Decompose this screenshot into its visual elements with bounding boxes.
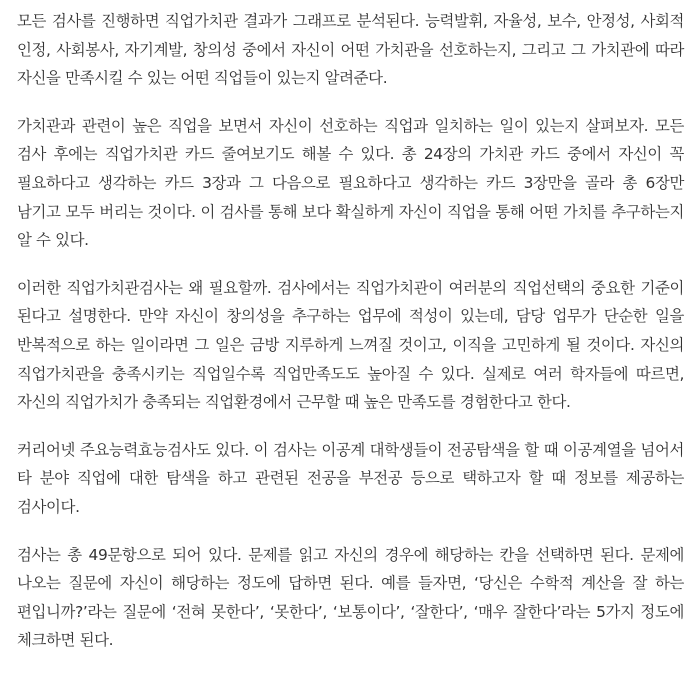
paragraph-careernet-test: 커리어넷 주요능력효능검사도 있다. 이 검사는 이공계 대학생들이 전공탐색을 할 때 이공계열을 넘어서 타 분야 직업에 대한 탐색을 하고 관련된 전공을 부전공 등으로 택하고자 할 때 정보를 제공하는 검사이다.: [17, 440, 684, 516]
paragraph-why-needed: 이러한 직업가치관검사는 왜 필요할까. 검사에서는 직업가치관이 여러분의 직업선택의 중요한 기준이 된다고 설명한다. 만약 자신이 창의성을 추구하는 업무에 적성이 있는데, 담당 업무가 단순한 일을 반복적으로 하는 일이라면 그 일은 금방 지루하게 느껴질 것이고, 이직을 고민하게 될 것이다. 자신의 직업가치관을 충족시키는 직업일수록 직업만족도도 높아질 수 있다. 실제로 여러 학자들에 따르면, 자신의 직업가치가 충족되는 직업환경에서 근무할 때 높은 만족도를 경험한다고 한다.: [17, 278, 684, 412]
paragraph-value-cards: 가치관과 관련이 높은 직업을 보면서 자신이 선호하는 직업과 일치하는 일이 있는지 살펴보자. 모든 검사 후에는 직업가치관 카드 줄여보기도 해볼 수 있다. 총 24장의 가치관 카드 중에서 자신이 꼭 필요하다고 생각하는 카드 3장과 그 다음으로 필요하다고 생각하는 카드 3장만을 골라 총 6장만 남기고 모두 버리는 것이다. 이 검사를 통해 보다 확실하게 자신이 직업을 통해 어떤 가치를 추구하는지 알 수 있다.: [17, 116, 684, 250]
paragraph-results-graph: 모든 검사를 진행하면 직업가치관 결과가 그래프로 분석된다. 능력발휘, 자율성, 보수, 안정성, 사회적 인정, 사회봉사, 자기계발, 창의성 중에서 자신이 어떤 가치관을 선호하는지, 그리고 그 가치관에 따라 자신을 만족시킬 수 있는 어떤 직업들이 있는지 알려준다.: [17, 12, 684, 88]
paragraph-test-method: 검사는 총 49문항으로 되어 있다. 문제를 읽고 자신의 경우에 해당하는 칸을 선택하면 된다. 문제에 나오는 질문에 자신이 해당하는 정도에 답하면 된다. 예를 들자면, ‘당신은 수학적 계산을 잘 하는 편입니까?’라는 질문에 ‘전혀 못한다’, ‘못한다’, ‘보통이다’, ‘잘한다’, ‘매우 잘한다’라는 5가지 정도에 체크하면 된다.: [17, 545, 684, 650]
